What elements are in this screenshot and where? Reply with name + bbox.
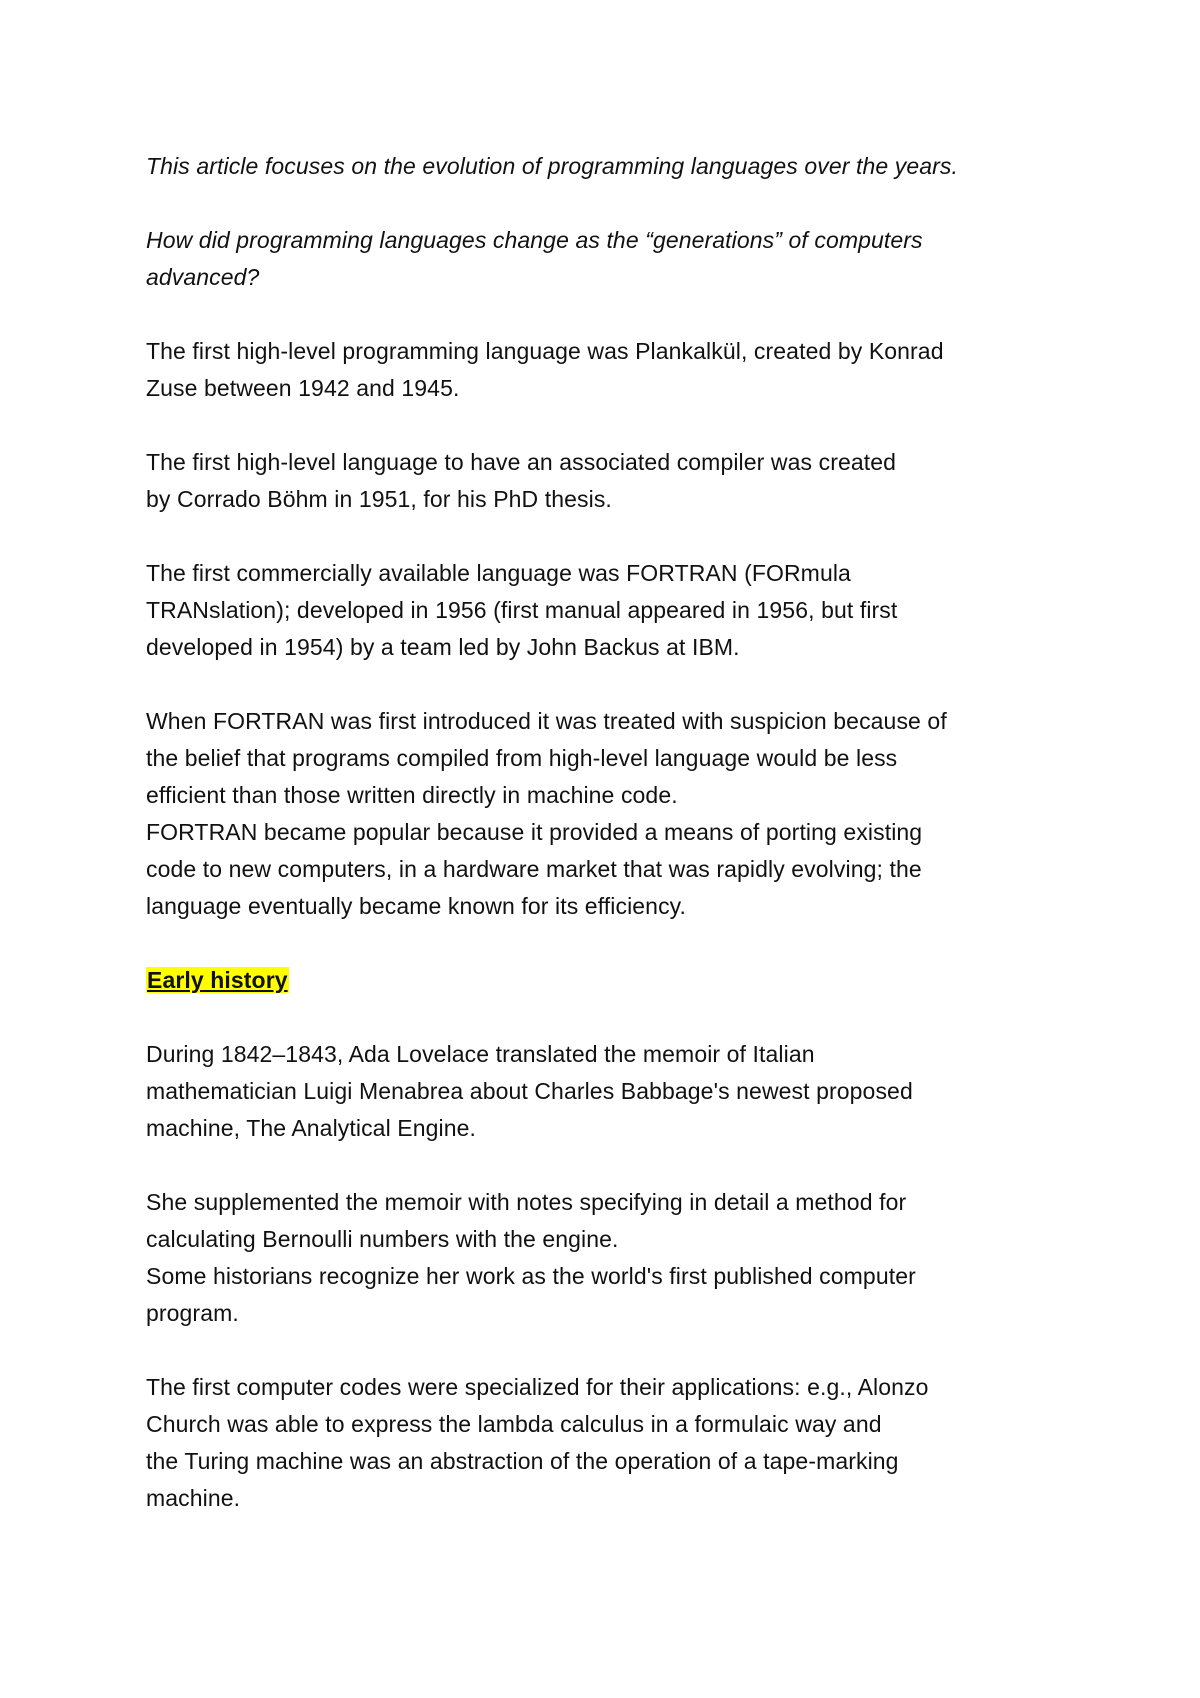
text-line: the Turing machine was an abstraction of the operation of a tape-marking <box>146 1448 899 1474</box>
text-line: TRANslation); developed in 1956 (first manual appeared in 1956, but first <box>146 597 898 623</box>
text-line: Church was able to express the lambda calculus in a formulaic way and <box>146 1411 882 1437</box>
text-line: advanced? <box>146 264 260 290</box>
text-line: How did programming languages change as the “generations” of computers <box>146 227 923 253</box>
text-line: When FORTRAN was first introduced it was treated with suspicion because of <box>146 708 947 734</box>
text-line: Some historians recognize her work as the world's first published computer <box>146 1263 916 1289</box>
text-line: Zuse between 1942 and 1945. <box>146 375 460 401</box>
text-line: During 1842–1843, Ada Lovelace translated the memoir of Italian <box>146 1041 815 1067</box>
intro-question <box>146 222 1076 296</box>
paragraph-fortran-reception <box>146 703 1076 925</box>
text-line: machine. <box>146 1485 241 1511</box>
text-line: developed in 1954) by a team led by John Backus at IBM. <box>146 634 740 660</box>
text-line: mathematician Luigi Menabrea about Charles Babbage's newest proposed <box>146 1078 913 1104</box>
section-heading-text: Early history <box>147 967 288 993</box>
text-line: She supplemented the memoir with notes specifying in detail a method for <box>146 1189 907 1215</box>
text-line: FORTRAN became popular because it provided a means of porting existing <box>146 819 923 845</box>
text-line: by Corrado Böhm in 1951, for his PhD thesis. <box>146 486 612 512</box>
intro-focus <box>146 148 1076 185</box>
text-line: efficient than those written directly in machine code. <box>146 782 678 808</box>
text-line: This article focuses on the evolution of programming languages over the years. <box>146 153 958 179</box>
text-line: The first high-level language to have an associated compiler was created <box>146 449 897 475</box>
paragraph-ada-lovelace <box>146 1036 1076 1147</box>
text-line: code to new computers, in a hardware market that was rapidly evolving; the <box>146 856 922 882</box>
paragraph-first-compiler <box>146 444 1076 518</box>
text-line: calculating Bernoulli numbers with the engine. <box>146 1226 619 1252</box>
text-line: the belief that programs compiled from high-level language would be less <box>146 745 898 771</box>
text-line: machine, The Analytical Engine. <box>146 1115 476 1141</box>
text-line: The first commercially available language was FORTRAN (FORmula <box>146 560 851 586</box>
paragraph-bernoulli <box>146 1184 1076 1332</box>
text-line: language eventually became known for its efficiency. <box>146 893 687 919</box>
paragraph-fortran <box>146 555 1076 666</box>
text-line: program. <box>146 1300 239 1326</box>
paragraph-plankalkul <box>146 333 1076 407</box>
section-heading <box>146 962 1076 999</box>
document-body <box>146 148 1076 1554</box>
text-line: The first high-level programming language was Plankalkül, created by Konrad <box>146 338 944 364</box>
text-line: The first computer codes were specialized for their applications: e.g., Alonzo <box>146 1374 929 1400</box>
paragraph-first-codes <box>146 1369 1076 1517</box>
